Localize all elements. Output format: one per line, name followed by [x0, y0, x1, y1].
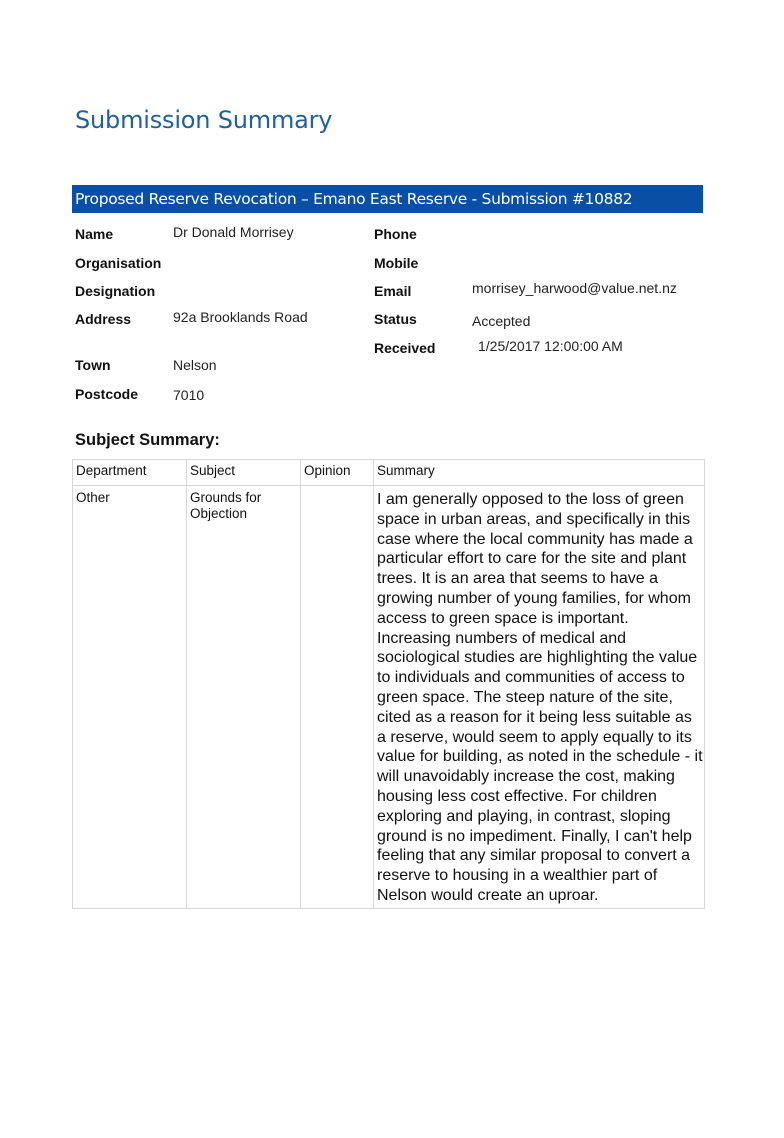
name-label: Name	[75, 226, 114, 242]
town-value: Nelson	[173, 357, 217, 373]
town-label: Town	[75, 357, 111, 373]
mobile-label: Mobile	[374, 255, 419, 271]
name-value: Dr Donald Morrisey	[173, 224, 294, 240]
table-header-row	[73, 460, 705, 486]
designation-label: Designation	[75, 283, 156, 299]
page-title: Submission Summary	[75, 106, 333, 134]
subject-cell: Grounds for Objection	[187, 486, 301, 909]
department-cell: Other	[73, 486, 187, 909]
status-label: Status	[374, 311, 417, 327]
column-header-subject: Subject	[187, 460, 301, 486]
submission-banner: Proposed Reserve Revocation – Emano East Reserve - Submission #10882	[72, 185, 703, 213]
table-row	[73, 486, 705, 909]
postcode-value: 7010	[173, 387, 205, 403]
email-label: Email	[374, 283, 412, 299]
column-header-department: Department	[73, 460, 187, 486]
subject-summary-heading: Subject Summary:	[75, 431, 220, 449]
status-value: Accepted	[472, 313, 531, 329]
column-header-summary: Summary	[374, 460, 705, 486]
email-value: morrisey_harwood@value.net.nz	[472, 280, 677, 296]
column-header-opinion: Opinion	[301, 460, 374, 486]
organisation-label: Organisation	[75, 255, 162, 271]
phone-label: Phone	[374, 226, 417, 242]
address-label: Address	[75, 311, 132, 327]
subject-summary-table	[72, 459, 705, 909]
summary-cell: I am generally opposed to the loss of green space in urban areas, and specifically in this case where the local community has made a particular effort to care for the site and plant trees. It is an area that seems to have a growing number of young families, for whom access to green space is important. Increasing numbers of medical and sociological studies are highlighting the value to individuals and communities of access to green space. The steep nature of the site, cited as a reason for it being less suitable as a reserve, would seem to apply equally to its value for building, as noted in the schedule - it will unavoidably increase the cost, making housing less cost effective. For children exploring and playing, in contrast, sloping ground is no impediment. Finally, I can't help feeling that any similar proposal to convert a reserve to housing in a wealthier part of Nelson would create an uproar.	[374, 486, 705, 909]
opinion-cell	[301, 486, 374, 909]
received-value: 1/25/2017 12:00:00 AM	[478, 338, 623, 354]
received-label: Received	[374, 340, 436, 356]
address-value: 92a Brooklands Road	[173, 309, 308, 325]
postcode-label: Postcode	[75, 386, 139, 402]
